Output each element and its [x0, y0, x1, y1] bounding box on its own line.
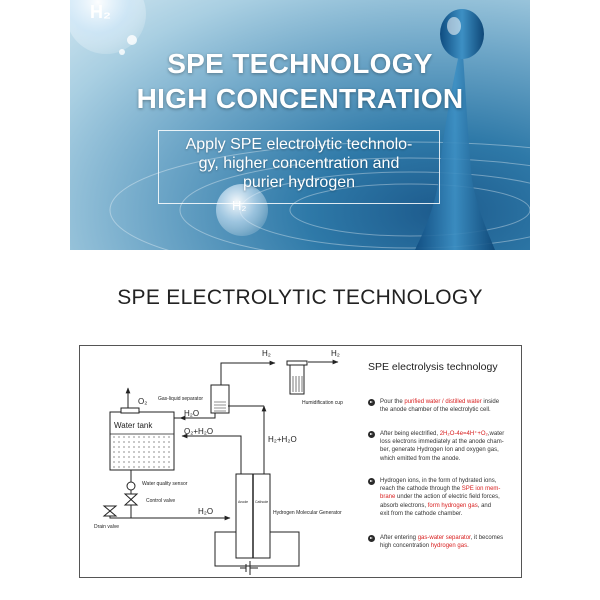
hero-description-line: gy, higher concentration and [198, 155, 400, 172]
highlighted-term: purified water / distilled water [404, 399, 482, 405]
step-run: Hydrogen ions, in the form of hydrated ions, [380, 478, 497, 484]
water-quality-sensor [127, 482, 135, 490]
label-drain-valve: Drain valve [94, 524, 120, 530]
step-run: After being electrified, [380, 431, 440, 437]
step-line [380, 502, 518, 510]
highlighted-term: gas-water separator [417, 535, 471, 541]
label-h2-top-left: H₂ [262, 349, 271, 358]
step-run: reach the cathode through the [380, 486, 462, 493]
process-title: SPE electrolysis technology [368, 361, 498, 373]
step-line [380, 430, 518, 438]
step-run: . [467, 543, 469, 550]
step-text [380, 477, 518, 518]
water-ripple-graphic [70, 0, 530, 250]
arrow-bullet-icon [368, 478, 375, 485]
step-text [380, 534, 518, 550]
hero-description [163, 135, 435, 192]
highlighted-term: 2H₂O-4e=4H⁺+O₂ [439, 431, 488, 437]
step-line [380, 534, 518, 542]
label-gas-liquid-separator: Gas-liquid separator [158, 396, 204, 402]
step-run: high concentration [380, 543, 431, 550]
label-o2-h2o: O₂+H₂O [184, 427, 214, 436]
step-line [380, 542, 518, 550]
hero-description-box [158, 130, 440, 204]
label-water-tank: Water tank [114, 421, 153, 430]
step-line [380, 438, 518, 446]
electrolysis-flow-diagram [80, 346, 363, 577]
step-line [380, 446, 518, 454]
label-h2-h2o: H₂+H₂O [268, 435, 297, 444]
diagram-panel [79, 345, 522, 578]
step-run: loss electrons immediately at the anode cham- [380, 439, 504, 446]
highlighted-term: SPE ion mem- [461, 486, 501, 493]
label-h2o-return: H₂O [184, 409, 200, 418]
h2-line-to-cup [221, 363, 275, 387]
step-run: absorb electrons, [380, 502, 428, 509]
step-line [380, 455, 518, 463]
arrow-bullet-icon [368, 399, 375, 406]
highlighted-term: brane [380, 494, 396, 501]
label-humidification-cup: Humidification cup [302, 400, 343, 406]
h2o-feed-line [131, 505, 230, 518]
control-valve [125, 494, 137, 505]
arrow-bullet-icon [368, 535, 375, 542]
arrow-bullet-icon [368, 431, 375, 438]
step-line [380, 477, 518, 485]
hero-description-line: purier hydrogen [242, 174, 356, 191]
step-line [380, 398, 518, 406]
gas-liquid-separator [211, 385, 229, 413]
step-text [380, 398, 518, 414]
step-run: which emitted from the anode. [380, 455, 461, 462]
step-run: After entering [380, 535, 418, 541]
label-water-quality-sensor: Water quality sensor [142, 481, 188, 487]
step-line [380, 485, 518, 493]
step-run: exit from the cathode chamber. [380, 510, 463, 517]
hero-description-line: Apply SPE electrolytic technolo- [185, 136, 413, 153]
step-run: ,water [487, 431, 505, 437]
hero-title-line1: SPE TECHNOLOGY [167, 48, 433, 79]
step-line [380, 493, 518, 501]
step-run: ber, generate Hydrogen Ion and oxygen gas, [380, 447, 499, 454]
label-o2: O₂ [138, 397, 148, 406]
section-heading: SPE ELECTROLYTIC TECHNOLOGY [117, 286, 483, 309]
step-run: , and [477, 502, 492, 509]
hero-banner [70, 0, 530, 250]
step-run: the anode chamber of the electrolytic cell. [380, 407, 491, 414]
label-h2o-feed: H₂O [198, 507, 214, 516]
label-hydrogen-generator: Hydrogen Molecular Generator [273, 510, 342, 516]
highlighted-term: hydrogen gas [430, 543, 468, 550]
bubble-label-h2-top: H₂ [90, 2, 111, 22]
drain-valve [104, 506, 116, 516]
step-text [380, 430, 518, 463]
label-control-valve: Control valve [146, 498, 176, 504]
highlighted-term: form hydrogen gas [427, 502, 478, 509]
label-h2-top-right: H₂ [331, 349, 340, 358]
step-run: under the action of electric field forces, [395, 494, 500, 501]
step-line [380, 510, 518, 518]
step-line [380, 406, 518, 414]
label-anode: Anode [238, 500, 249, 504]
label-cathode: Cathode [255, 500, 269, 504]
bubble-label-h2-bottom: H₂ [232, 198, 247, 213]
step-run: Pour the [380, 399, 405, 405]
step-run: inside [481, 399, 500, 405]
step-run: , it becomes [470, 535, 504, 541]
hero-title-line2: HIGH CONCENTRATION [136, 83, 464, 114]
